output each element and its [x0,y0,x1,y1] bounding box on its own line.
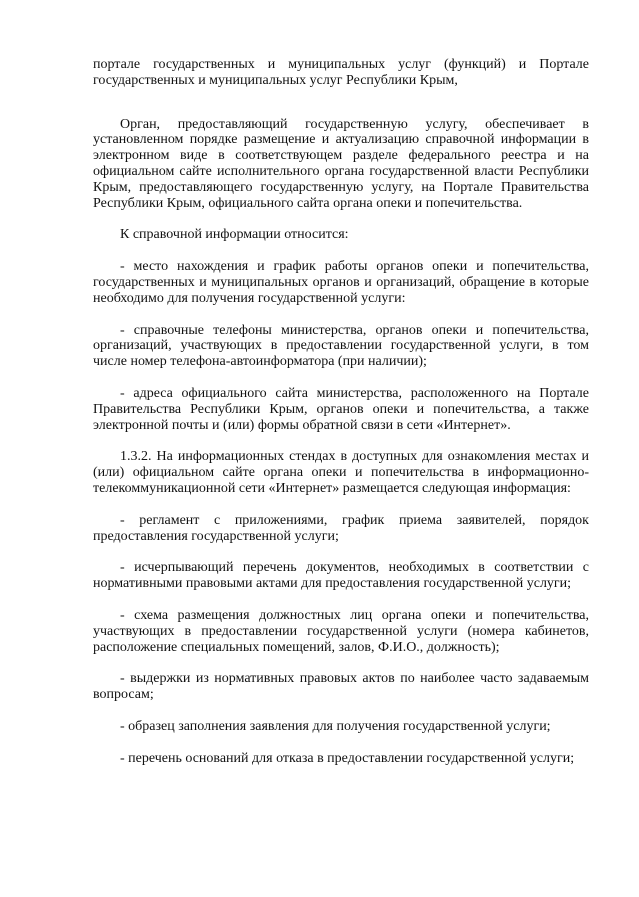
list-item-refusal-grounds: - перечень оснований для отказа в предоставлении государственной услуги; [120,750,575,766]
paragraph-reference-intro: К справочной информации относится: [120,227,349,243]
list-item-location-schedule: - место нахождения и график работы органов опеки и попечительства, государственных и муниципальных органов и организаций, обращение в которые необходимо для получения государственной услуги: [93,259,589,306]
paragraph-section-1-3-2: 1.3.2. На информационных стендах в доступных для ознакомления местах и (или) официальном сайте органа опеки и попечительства в информационно-телекоммуникационной сети «Интернет» размещается следующая информация: [93,449,589,496]
list-item-website-addresses: - адреса официального сайта министерства, расположенного на Портале Правительства Республики Крым, органов опеки и попечительства, а также электронной почты и (или) формы обратной связи в сети «Интернет». [93,385,589,433]
paragraph-portal-continuation: порталe государственных и муниципальных услуг (функций) и Портале государственных и муниципальных услуг Республики Крым, [93,57,589,88]
list-item-regulation: - регламент с приложениями, график приема заявителей, порядок предоставления государственной услуги; [93,512,589,544]
list-item-phones: - справочные телефоны министерства, органов опеки и попечительства, организаций, участвующих в предоставлении государственной услуги, в том числе номер телефона-автоинформатора (при наличии); [93,322,589,370]
document-page [93,57,589,783]
list-item-documents-list: - исчерпывающий перечень документов, необходимых в соответствии с нормативными правовыми актами для предоставления государственной услуги; [93,560,589,592]
list-item-application-sample: - образец заполнения заявления для получения государственной услуги; [120,718,551,734]
list-item-legal-excerpts: - выдержки из нормативных правовых актов по наиболее часто задаваемым вопросам; [93,671,589,703]
list-item-officials-scheme: - схема размещения должностных лиц органа опеки и попечительства, участвующих в предоставлении государственной услуги (номера кабинетов, расположение специальных помещений, залов, Ф.И.О., должность); [93,607,589,655]
paragraph-organ-obligation: Орган, предоставляющий государственную услугу, обеспечивает в установленном порядке размещение и актуализацию справочной информации в электронном виде в соответствующем разделе федерального реестра и на официальном сайте исполнительного органа государственной власти Республики Крым, предоставляющего государственную услугу, на Портале Правительства Республики Крым, официального сайта органа опеки и попечительства. [93,116,589,211]
